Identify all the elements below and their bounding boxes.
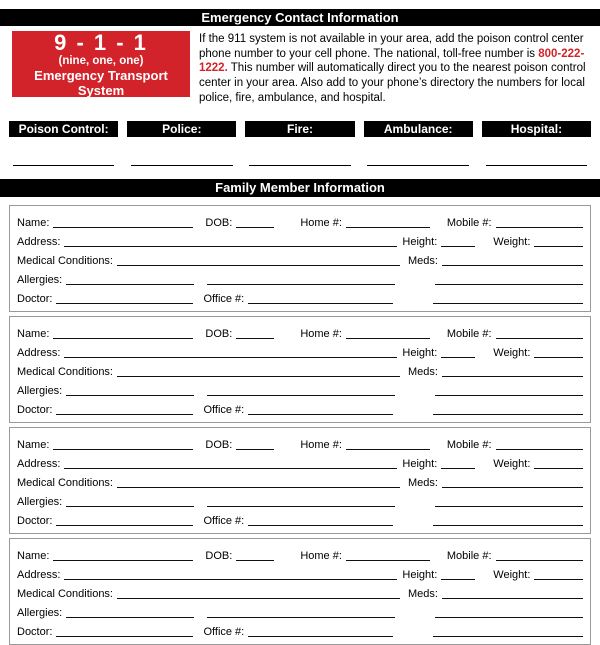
member-row-doctor <box>17 620 583 639</box>
allergies-extra-line <box>207 617 395 618</box>
instructions-after: This number will automatically direct you to the nearest poison control center in your area. Also add to your phone’s directory the numbers for local police, fire, ambulance, and hospital. <box>199 62 586 104</box>
family-member-block <box>9 427 591 534</box>
medical-conditions-label: Medical Conditions: <box>17 476 113 489</box>
member-row-doctor <box>17 509 583 528</box>
weight-label: Weight: <box>493 457 531 470</box>
doctor-line <box>56 414 193 415</box>
member-row-name <box>17 211 583 230</box>
height-line <box>441 468 475 469</box>
office-phone-label: Office #: <box>203 292 245 305</box>
meds-extra-line-2 <box>433 414 583 415</box>
allergies-extra-line <box>207 284 395 285</box>
medical-conditions-line <box>117 487 400 488</box>
dob-line <box>236 227 274 228</box>
911-box <box>12 31 190 97</box>
meds-label: Meds: <box>408 254 438 267</box>
doctor-line <box>56 525 193 526</box>
address-label: Address: <box>17 568 61 581</box>
meds-extra-line <box>435 284 583 285</box>
family-member-block <box>9 205 591 312</box>
meds-line <box>442 487 583 488</box>
member-row-allergies <box>17 601 583 620</box>
hospital-blank-line <box>486 165 588 166</box>
doctor-label: Doctor: <box>17 514 53 527</box>
meds-label: Meds: <box>408 476 438 489</box>
home-phone-label: Home #: <box>300 438 342 451</box>
member-row-allergies <box>17 379 583 398</box>
contact-label-ambulance: Ambulance: <box>364 121 473 137</box>
family-member-block <box>9 538 591 645</box>
weight-label: Weight: <box>493 235 531 248</box>
member-row-medical <box>17 582 583 601</box>
contact-label-police: Police: <box>127 121 236 137</box>
meds-extra-line <box>435 395 583 396</box>
dob-label: DOB: <box>205 327 233 340</box>
allergies-label: Allergies: <box>17 384 63 397</box>
address-label: Address: <box>17 235 61 248</box>
name-label: Name: <box>17 216 50 229</box>
member-row-name <box>17 544 583 563</box>
poison-control-blank-line <box>13 165 115 166</box>
mobile-phone-line <box>496 449 583 450</box>
name-line <box>53 227 193 228</box>
office-phone-label: Office #: <box>203 625 245 638</box>
911-system-label: Emergency Transport System <box>34 67 168 98</box>
dob-line <box>236 449 274 450</box>
mobile-phone-label: Mobile #: <box>446 438 492 451</box>
name-label: Name: <box>17 549 50 562</box>
doctor-label: Doctor: <box>17 625 53 638</box>
family-member-block <box>9 316 591 423</box>
mobile-phone-label: Mobile #: <box>446 549 492 562</box>
home-phone-line <box>346 338 430 339</box>
emergency-header-bar: Emergency Contact Information <box>0 9 600 26</box>
meds-extra-line <box>435 617 583 618</box>
home-phone-line <box>346 560 430 561</box>
allergies-line <box>66 617 194 618</box>
member-row-medical <box>17 360 583 379</box>
member-row-name <box>17 322 583 341</box>
address-label: Address: <box>17 457 61 470</box>
meds-line <box>442 376 583 377</box>
contact-line-col <box>364 165 473 166</box>
allergies-label: Allergies: <box>17 606 63 619</box>
meds-label: Meds: <box>408 365 438 378</box>
weight-line <box>534 357 583 358</box>
medical-conditions-line <box>117 265 400 266</box>
contact-line-col <box>9 165 118 166</box>
dob-label: DOB: <box>205 438 233 451</box>
member-row-medical <box>17 471 583 490</box>
meds-extra-line-2 <box>433 303 583 304</box>
member-row-name <box>17 433 583 452</box>
office-phone-label: Office #: <box>203 403 245 416</box>
name-line <box>53 449 193 450</box>
height-line <box>441 579 475 580</box>
name-label: Name: <box>17 438 50 451</box>
allergies-label: Allergies: <box>17 495 63 508</box>
doctor-label: Doctor: <box>17 292 53 305</box>
meds-extra-line-2 <box>433 636 583 637</box>
address-line <box>64 468 397 469</box>
member-row-doctor <box>17 398 583 417</box>
mobile-phone-label: Mobile #: <box>446 216 492 229</box>
dob-label: DOB: <box>205 216 233 229</box>
meds-extra-line-2 <box>433 525 583 526</box>
contact-line-col <box>245 165 354 166</box>
medical-conditions-label: Medical Conditions: <box>17 587 113 600</box>
instructions-before: If the 911 system is not available in your area, add the poison control center phone number to your cell phone. The national, toll-free number is <box>199 33 584 60</box>
height-line <box>441 246 475 247</box>
allergies-extra-line <box>207 506 395 507</box>
weight-line <box>534 579 583 580</box>
home-phone-line <box>346 449 430 450</box>
dob-line <box>236 560 274 561</box>
member-row-doctor <box>17 287 583 306</box>
intro-section <box>12 31 588 106</box>
office-phone-line <box>248 414 393 415</box>
ambulance-blank-line <box>367 165 469 166</box>
contact-label-hospital: Hospital: <box>482 121 591 137</box>
name-label: Name: <box>17 327 50 340</box>
allergies-line <box>66 284 194 285</box>
fire-blank-line <box>249 165 351 166</box>
mobile-phone-line <box>496 560 583 561</box>
home-phone-label: Home #: <box>300 549 342 562</box>
member-row-address <box>17 230 583 249</box>
member-row-address <box>17 341 583 360</box>
family-member-blocks <box>9 205 591 645</box>
doctor-label: Doctor: <box>17 403 53 416</box>
meds-label: Meds: <box>408 587 438 600</box>
member-row-allergies <box>17 268 583 287</box>
height-label: Height: <box>402 568 438 581</box>
allergies-label: Allergies: <box>17 273 63 286</box>
height-label: Height: <box>402 235 438 248</box>
mobile-phone-label: Mobile #: <box>446 327 492 340</box>
address-line <box>64 357 397 358</box>
address-line <box>64 246 397 247</box>
meds-extra-line <box>435 506 583 507</box>
dob-line <box>236 338 274 339</box>
member-row-address <box>17 563 583 582</box>
weight-label: Weight: <box>493 346 531 359</box>
contact-line-col <box>127 165 236 166</box>
member-row-address <box>17 452 583 471</box>
office-phone-label: Office #: <box>203 514 245 527</box>
contact-label-poison-control: Poison Control: <box>9 121 118 137</box>
address-line <box>64 579 397 580</box>
allergies-line <box>66 395 194 396</box>
mobile-phone-line <box>496 338 583 339</box>
medical-conditions-line <box>117 376 400 377</box>
allergies-line <box>66 506 194 507</box>
medical-conditions-label: Medical Conditions: <box>17 254 113 267</box>
weight-line <box>534 246 583 247</box>
doctor-line <box>56 636 193 637</box>
emergency-contacts-blank-lines <box>9 165 591 166</box>
instructions-text <box>199 31 588 106</box>
meds-line <box>442 598 583 599</box>
contact-line-col <box>482 165 591 166</box>
home-phone-line <box>346 227 430 228</box>
height-label: Height: <box>402 346 438 359</box>
doctor-line <box>56 303 193 304</box>
emergency-contacts-row <box>9 121 591 137</box>
weight-line <box>534 468 583 469</box>
police-blank-line <box>131 165 233 166</box>
office-phone-line <box>248 303 393 304</box>
name-line <box>53 338 193 339</box>
height-label: Height: <box>402 457 438 470</box>
home-phone-label: Home #: <box>300 216 342 229</box>
weight-label: Weight: <box>493 568 531 581</box>
office-phone-line <box>248 525 393 526</box>
name-line <box>53 560 193 561</box>
member-row-allergies <box>17 490 583 509</box>
911-words: (nine, one, one) <box>58 54 144 67</box>
dob-label: DOB: <box>205 549 233 562</box>
height-line <box>441 357 475 358</box>
meds-line <box>442 265 583 266</box>
mobile-phone-line <box>496 227 583 228</box>
allergies-extra-line <box>207 395 395 396</box>
911-number: 9 - 1 - 1 <box>54 29 148 55</box>
medical-conditions-label: Medical Conditions: <box>17 365 113 378</box>
contact-label-fire: Fire: <box>245 121 354 137</box>
address-label: Address: <box>17 346 61 359</box>
home-phone-label: Home #: <box>300 327 342 340</box>
office-phone-line <box>248 636 393 637</box>
family-header-bar: Family Member Information <box>0 179 600 197</box>
medical-conditions-line <box>117 598 400 599</box>
member-row-medical <box>17 249 583 268</box>
poison-phone-number: 800-222-1222. <box>199 47 585 75</box>
